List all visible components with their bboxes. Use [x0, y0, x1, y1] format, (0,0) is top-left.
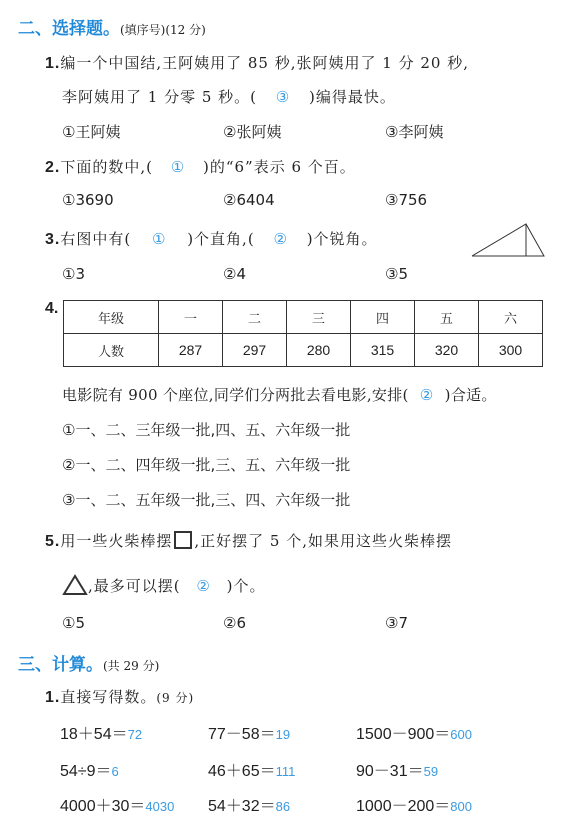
- question-text: )个。: [226, 577, 266, 595]
- question-text: 用一些火柴棒摆: [60, 532, 173, 550]
- calc-expression: 18＋54＝: [60, 726, 128, 743]
- q3-option-1: ①3: [62, 265, 85, 283]
- calc-item: [208, 758, 295, 781]
- grade-table: [63, 300, 543, 367]
- triangle-figure: [470, 222, 546, 260]
- question-text: ,最多可以摆(: [88, 577, 181, 595]
- calc-item: [356, 721, 472, 744]
- table-cell: 二: [223, 301, 287, 334]
- calc-item: [60, 758, 119, 781]
- section-heading: 二、选择题。: [18, 19, 120, 38]
- q2-option-2: ②6404: [223, 191, 275, 209]
- q1-option-3: ③李阿姨: [385, 123, 444, 141]
- table-cell: 320: [415, 334, 479, 367]
- q4-text: [62, 384, 497, 405]
- answer-mark: ②: [273, 230, 288, 248]
- q1-line1: [45, 52, 469, 73]
- answer-mark: ①: [151, 230, 167, 248]
- question-text: 直接写得数。: [60, 688, 157, 706]
- q5-line2: [62, 575, 265, 598]
- question-text: ,正好摆了 5 个,如果用这些火柴棒摆: [194, 532, 452, 550]
- calc-answer: 86: [275, 799, 291, 814]
- q3-line: [45, 228, 378, 249]
- q2-line: [45, 156, 356, 177]
- q1-option-1: ①王阿姨: [62, 123, 121, 141]
- matchstick-triangle-icon: [62, 574, 88, 596]
- q1-option-2: ②张阿姨: [223, 123, 282, 141]
- question-text: )个直角,(: [187, 230, 255, 248]
- table-cell: 315: [351, 334, 415, 367]
- calc-answer: 59: [423, 764, 439, 779]
- calc-subtitle: [45, 686, 194, 707]
- q3-option-3: ③5: [385, 265, 408, 283]
- q4-option-3: ③一、二、五年级一批,三、四、六年级一批: [62, 491, 351, 509]
- answer-mark: ①: [170, 158, 186, 176]
- calc-answer: 6: [111, 764, 119, 779]
- table-cell: 280: [287, 334, 351, 367]
- calc-item: [356, 758, 438, 781]
- table-cell: 一: [159, 301, 223, 334]
- q4-option-1: ①一、二、三年级一批,四、五、六年级一批: [62, 421, 351, 439]
- question-number: 5.: [45, 533, 61, 550]
- question-number: 3.: [45, 231, 61, 248]
- table-row: [64, 334, 543, 367]
- answer-mark: ②: [419, 386, 434, 404]
- calc-expression: 1500－900＝: [356, 726, 451, 743]
- table-cell: 287: [159, 334, 223, 367]
- q2-option-1: ①3690: [62, 191, 114, 209]
- section-note: (共 29 分): [103, 659, 160, 673]
- q3-option-2: ②4: [223, 265, 246, 283]
- calc-answer: 800: [450, 799, 472, 814]
- question-number: 1.: [45, 689, 61, 706]
- calc-answer: 600: [450, 727, 472, 742]
- q1-line2: [62, 86, 396, 107]
- question-text: )合适。: [444, 386, 497, 404]
- calc-answer: 4030: [145, 799, 175, 814]
- q5-option-3: ③7: [385, 614, 408, 632]
- answer-mark: ③: [275, 88, 291, 106]
- calc-expression: 54＋32＝: [208, 798, 276, 815]
- calc-item: [60, 793, 174, 816]
- table-cell: 三: [287, 301, 351, 334]
- question-text: 电影院有 900 个座位,同学们分两批去看电影,安排(: [62, 386, 409, 404]
- question-text: 下面的数中,(: [60, 158, 153, 176]
- table-cell: 四: [351, 301, 415, 334]
- section-title-choice: [18, 14, 206, 39]
- table-cell: 五: [415, 301, 479, 334]
- question-number: 1.: [45, 55, 61, 72]
- question-text: 李阿姨用了 1 分零 5 秒。(: [62, 88, 258, 106]
- q5-option-1: ①5: [62, 614, 85, 632]
- calc-answer: 111: [275, 764, 296, 779]
- table-header-row: [64, 301, 543, 334]
- calc-expression: 1000－200＝: [356, 798, 451, 815]
- table-cell: 年级: [64, 301, 159, 334]
- calc-expression: 77－58＝: [208, 726, 276, 743]
- calc-answer: 19: [275, 727, 291, 742]
- question-text: )个锐角。: [306, 230, 378, 248]
- answer-mark: ②: [196, 577, 211, 595]
- question-text: )编得最快。: [309, 88, 396, 106]
- question-number: 2.: [45, 159, 61, 176]
- calc-item: [208, 721, 290, 744]
- calc-answer: 72: [127, 727, 143, 742]
- table-cell: 297: [223, 334, 287, 367]
- calc-item: [60, 721, 142, 744]
- section-heading: 三、计算。: [18, 655, 103, 674]
- question-text: )的“6”表示 6 个百。: [202, 158, 356, 176]
- calc-expression: 90－31＝: [356, 763, 424, 780]
- table-cell: 人数: [64, 334, 159, 367]
- q5-line1: [45, 530, 452, 551]
- question-text: 右图中有(: [60, 230, 132, 248]
- q4-option-2: ②一、二、四年级一批,三、五、六年级一批: [62, 456, 351, 474]
- question-text: 编一个中国结,王阿姨用了 85 秒,张阿姨用了 1 分 20 秒,: [60, 54, 469, 72]
- calc-expression: 4000＋30＝: [60, 798, 146, 815]
- section-note: (9 分): [156, 691, 195, 705]
- calc-expression: 46＋65＝: [208, 763, 276, 780]
- table-cell: 六: [479, 301, 543, 334]
- q5-option-2: ②6: [223, 614, 246, 632]
- question-number: 4.: [45, 300, 59, 317]
- section-note: (填序号)(12 分): [120, 23, 206, 37]
- matchstick-square-icon: [174, 531, 192, 549]
- calc-expression: 54÷9＝: [60, 763, 112, 780]
- calc-item: [208, 793, 290, 816]
- table-cell: 300: [479, 334, 543, 367]
- q2-option-3: ③756: [385, 191, 428, 209]
- section-title-calc: [18, 650, 159, 675]
- calc-item: [356, 793, 472, 816]
